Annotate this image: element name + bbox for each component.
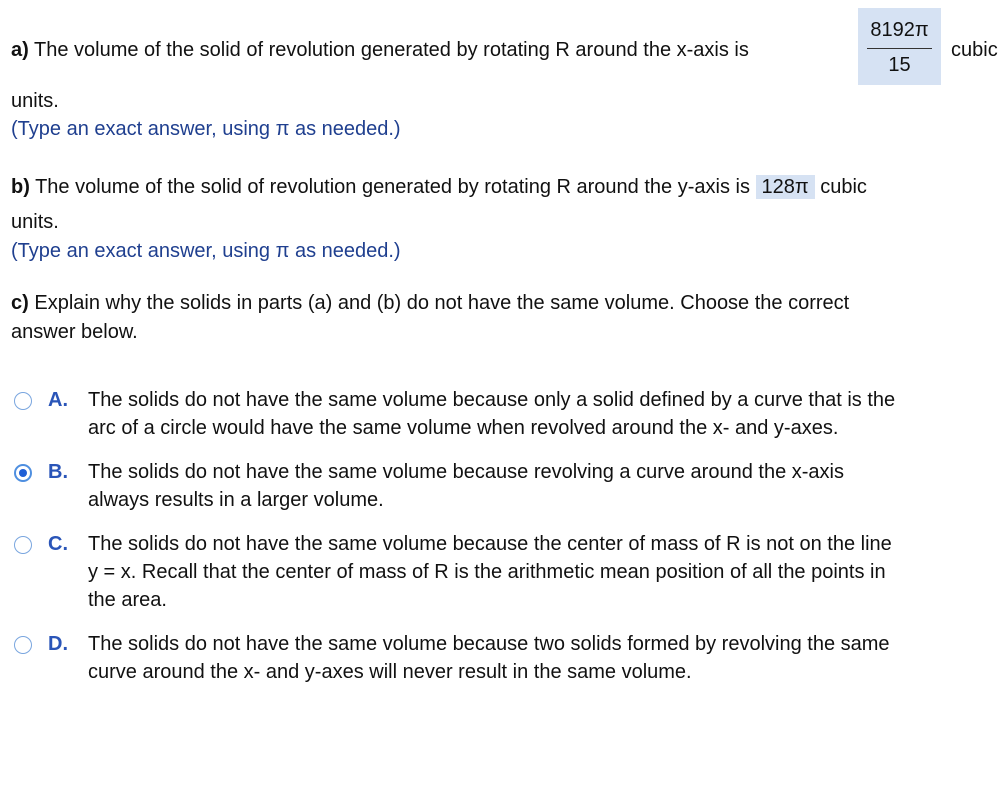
option-c-text-line3: the area. [88, 589, 167, 611]
part-c-prompt [11, 291, 849, 315]
radio-option-a[interactable] [14, 392, 32, 410]
part-a-label: a) [11, 39, 29, 61]
option-b-text-line2: always results in a larger volume. [88, 489, 384, 511]
option-c[interactable] [0, 530, 1001, 618]
part-a-suffix: cubic [951, 39, 998, 61]
option-d-text-line1: The solids do not have the same volume because two solids formed by revolving the same [88, 633, 890, 655]
fraction-bar [867, 48, 932, 49]
part-a-answer-denominator: 15 [888, 54, 911, 76]
option-a-text-line2: arc of a circle would have the same volume when revolved around the x- and y-axes. [88, 417, 839, 439]
option-c-letter: C. [48, 533, 68, 555]
part-b-question: The volume of the solid of revolution generated by rotating R around the y-axis is [35, 176, 750, 198]
part-a-hint: (Type an exact answer, using π as needed.) [11, 118, 401, 140]
part-b-suffix: cubic [820, 176, 867, 198]
option-a-letter: A. [48, 389, 68, 411]
option-c-text-line2: y = x. Recall that the center of mass of R is the arithmetic mean position of all the points in [88, 561, 886, 583]
option-d-letter: D. [48, 633, 68, 655]
part-a-prompt [11, 38, 749, 62]
part-b-answer-box[interactable]: 128π [756, 175, 815, 199]
option-a-text-line1: The solids do not have the same volume because only a solid defined by a curve that is the [88, 389, 896, 411]
part-a-question: The volume of the solid of revolution generated by rotating R around the x-axis is [34, 39, 749, 61]
option-d-text-line2: curve around the x- and y-axes will never result in the same volume. [88, 661, 692, 683]
part-c-label: c) [11, 292, 29, 314]
radio-option-d[interactable] [14, 636, 32, 654]
option-b-text-line1: The solids do not have the same volume because revolving a curve around the x-axis [88, 461, 844, 483]
part-c-question: Explain why the solids in parts (a) and (b) do not have the same volume. Choose the correct [34, 292, 850, 314]
option-c-text-line1: The solids do not have the same volume because the center of mass of R is not on the line [88, 533, 892, 555]
radio-option-c[interactable] [14, 536, 32, 554]
part-c-question-continued: answer below. [11, 321, 138, 343]
option-b-letter: B. [48, 461, 68, 483]
radio-option-b-selected[interactable] [14, 464, 32, 482]
option-a[interactable] [0, 386, 1001, 446]
part-a-answer-numerator: 8192π [870, 19, 929, 41]
part-b-prompt [11, 175, 867, 199]
option-b[interactable] [0, 458, 1001, 518]
part-a-answer-box[interactable] [858, 8, 941, 85]
part-b-hint: (Type an exact answer, using π as needed.) [11, 240, 401, 262]
part-b-label: b) [11, 176, 30, 198]
part-b-continuation: units. [11, 211, 59, 233]
part-a-continuation: units. [11, 90, 59, 112]
option-d[interactable] [0, 630, 1001, 690]
